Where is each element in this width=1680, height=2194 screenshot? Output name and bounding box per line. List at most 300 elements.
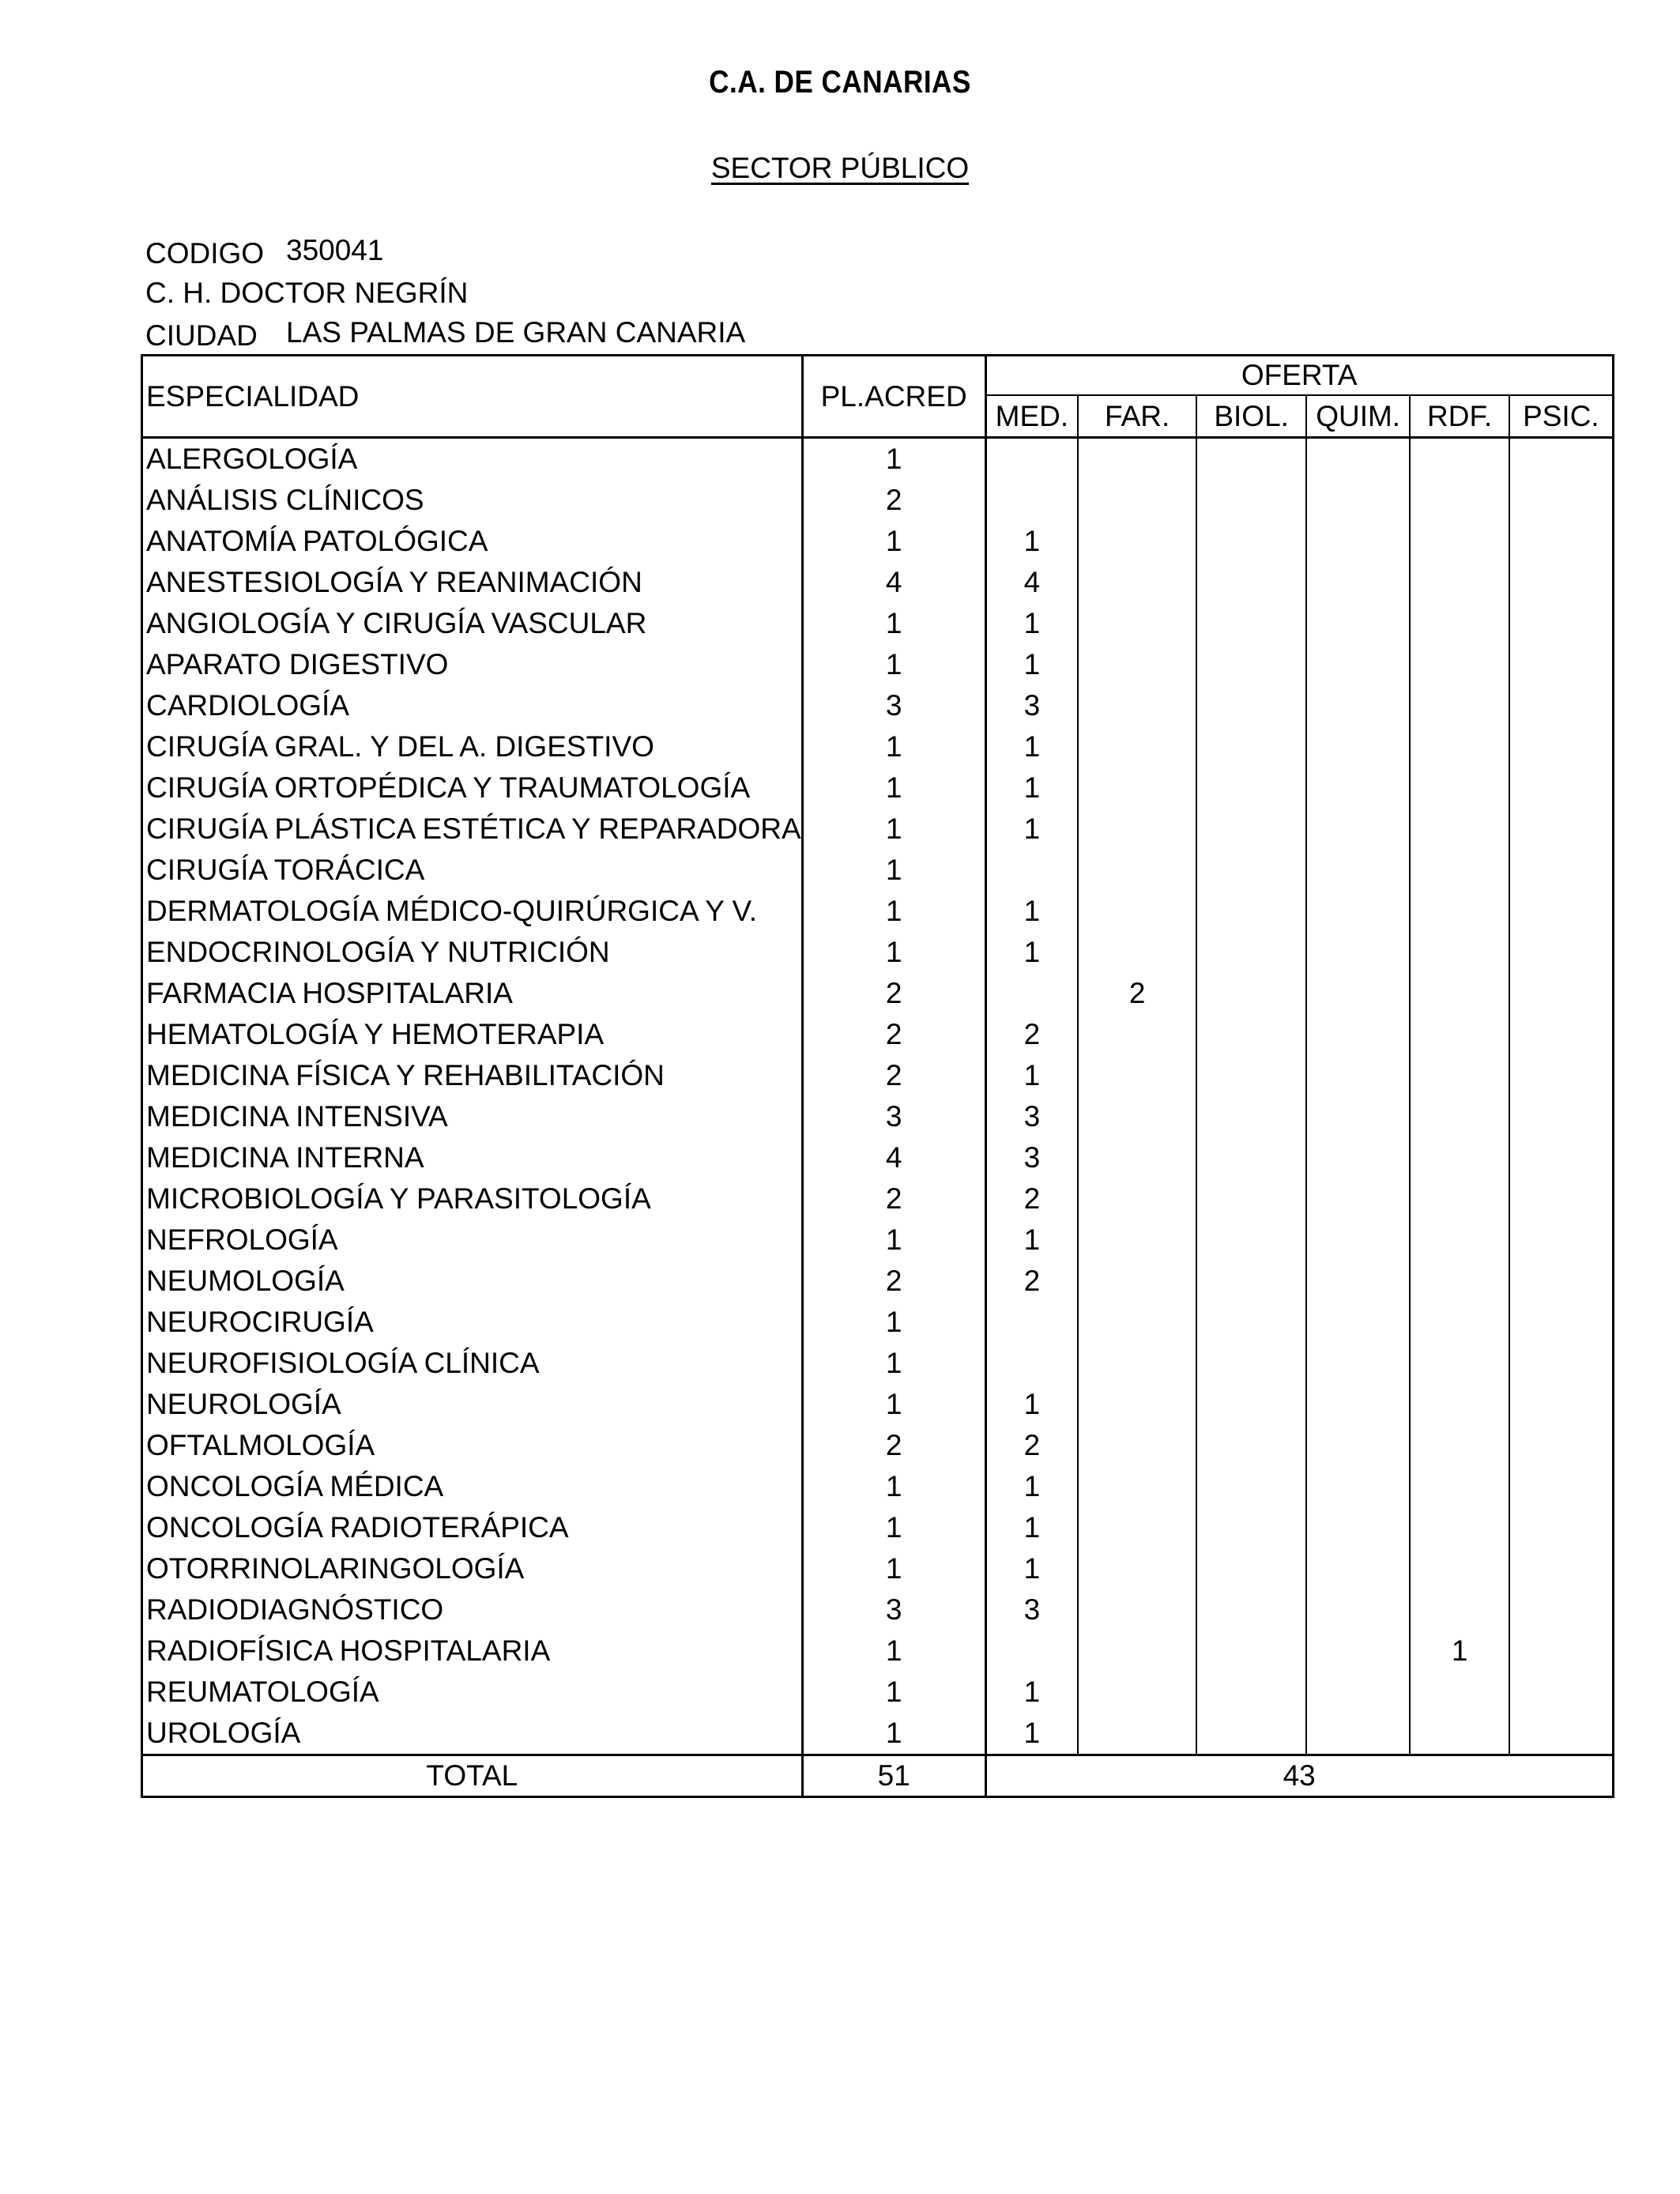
total-row xyxy=(142,1755,1614,1797)
cell-placred: 2 xyxy=(802,1178,985,1220)
table-row xyxy=(142,1014,1614,1055)
header-oferta-col: FAR. xyxy=(1078,395,1196,438)
table-row xyxy=(142,644,1614,685)
cell-oferta xyxy=(1509,1261,1613,1302)
cell-especialidad: ANÁLISIS CLÍNICOS xyxy=(142,480,803,521)
cell-oferta xyxy=(1306,562,1410,603)
cell-oferta xyxy=(1196,891,1306,932)
cell-oferta xyxy=(1078,1055,1196,1096)
table-row xyxy=(142,1220,1614,1261)
cell-oferta xyxy=(1306,1589,1410,1630)
cell-oferta xyxy=(1410,1178,1509,1220)
cell-oferta xyxy=(1509,767,1613,809)
total-placred: 51 xyxy=(802,1755,985,1797)
cell-oferta: 1 xyxy=(985,932,1078,973)
cell-especialidad: HEMATOLOGÍA Y HEMOTERAPIA xyxy=(142,1014,803,1055)
table-row xyxy=(142,1589,1614,1630)
cell-oferta xyxy=(1196,1466,1306,1507)
cell-oferta xyxy=(1196,1261,1306,1302)
cell-oferta xyxy=(1196,767,1306,809)
cell-oferta xyxy=(1509,1384,1613,1425)
cell-oferta xyxy=(1078,1220,1196,1261)
cell-oferta: 1 xyxy=(985,891,1078,932)
cell-oferta xyxy=(1306,1096,1410,1137)
cell-oferta xyxy=(1410,932,1509,973)
cell-oferta xyxy=(1078,809,1196,850)
cell-especialidad: NEUMOLOGÍA xyxy=(142,1261,803,1302)
cell-placred: 3 xyxy=(802,1589,985,1630)
cell-oferta xyxy=(1196,932,1306,973)
cell-placred: 1 xyxy=(802,1713,985,1755)
cell-oferta xyxy=(1196,850,1306,891)
cell-placred: 1 xyxy=(802,932,985,973)
cell-oferta xyxy=(1196,1302,1306,1343)
cell-oferta xyxy=(1306,685,1410,726)
cell-oferta xyxy=(1509,726,1613,767)
cell-oferta xyxy=(1410,1466,1509,1507)
cell-oferta: 1 xyxy=(985,1672,1078,1713)
cell-oferta xyxy=(1306,1302,1410,1343)
header-placred: PL.ACRED xyxy=(802,356,985,438)
table-row xyxy=(142,1713,1614,1755)
table-row xyxy=(142,850,1614,891)
ciudad-value: LAS PALMAS DE GRAN CANARIA xyxy=(286,316,746,349)
cell-placred: 2 xyxy=(802,480,985,521)
cell-oferta xyxy=(1196,1672,1306,1713)
cell-oferta xyxy=(1306,891,1410,932)
ciudad-label: CIUDAD xyxy=(145,319,258,352)
cell-oferta xyxy=(1196,480,1306,521)
cell-placred: 1 xyxy=(802,809,985,850)
cell-oferta xyxy=(1509,973,1613,1014)
cell-oferta xyxy=(1196,1384,1306,1425)
cell-oferta xyxy=(1410,438,1509,481)
cell-especialidad: DERMATOLOGÍA MÉDICO-QUIRÚRGICA Y V. xyxy=(142,891,803,932)
cell-oferta xyxy=(1078,1302,1196,1343)
cell-oferta: 1 xyxy=(1410,1630,1509,1672)
cell-oferta xyxy=(985,438,1078,481)
cell-oferta xyxy=(1306,1630,1410,1672)
cell-placred: 1 xyxy=(802,603,985,644)
cell-oferta xyxy=(1509,1630,1613,1672)
cell-especialidad: NEUROCIRUGÍA xyxy=(142,1302,803,1343)
cell-oferta xyxy=(1509,521,1613,562)
cell-placred: 4 xyxy=(802,1137,985,1178)
cell-oferta xyxy=(1196,1055,1306,1096)
cell-especialidad: ONCOLOGÍA RADIOTERÁPICA xyxy=(142,1507,803,1548)
cell-oferta xyxy=(1306,480,1410,521)
cell-oferta: 2 xyxy=(985,1261,1078,1302)
cell-especialidad: NEFROLOGÍA xyxy=(142,1220,803,1261)
cell-oferta xyxy=(1306,1507,1410,1548)
cell-oferta xyxy=(1509,1548,1613,1589)
cell-oferta xyxy=(1410,1302,1509,1343)
cell-oferta xyxy=(1509,850,1613,891)
cell-oferta xyxy=(1306,1466,1410,1507)
cell-oferta xyxy=(1078,1713,1196,1755)
cell-oferta xyxy=(1410,1672,1509,1713)
cell-oferta xyxy=(1306,1178,1410,1220)
cell-placred: 2 xyxy=(802,1014,985,1055)
cell-placred: 1 xyxy=(802,1302,985,1343)
cell-especialidad: RADIOFÍSICA HOSPITALARIA xyxy=(142,1630,803,1672)
cell-placred: 1 xyxy=(802,644,985,685)
cell-oferta xyxy=(1509,1096,1613,1137)
cell-placred: 3 xyxy=(802,1096,985,1137)
cell-oferta xyxy=(1196,1014,1306,1055)
cell-oferta xyxy=(1410,1014,1509,1055)
cell-oferta xyxy=(1078,1343,1196,1384)
cell-oferta xyxy=(1410,480,1509,521)
table-row xyxy=(142,891,1614,932)
cell-oferta xyxy=(1509,685,1613,726)
cell-oferta xyxy=(1196,1343,1306,1384)
cell-oferta xyxy=(1196,603,1306,644)
cell-oferta xyxy=(1509,562,1613,603)
cell-placred: 1 xyxy=(802,1630,985,1672)
cell-oferta: 1 xyxy=(985,809,1078,850)
cell-oferta xyxy=(1078,1014,1196,1055)
cell-oferta xyxy=(1078,521,1196,562)
cell-oferta: 1 xyxy=(985,1507,1078,1548)
cell-oferta xyxy=(1306,438,1410,481)
cell-especialidad: NEUROLOGÍA xyxy=(142,1384,803,1425)
table-row xyxy=(142,562,1614,603)
cell-oferta xyxy=(1306,644,1410,685)
table-row xyxy=(142,480,1614,521)
cell-oferta xyxy=(1078,1466,1196,1507)
cell-oferta xyxy=(1078,1384,1196,1425)
cell-oferta xyxy=(1509,1137,1613,1178)
cell-especialidad: CARDIOLOGÍA xyxy=(142,685,803,726)
cell-oferta xyxy=(1078,767,1196,809)
cell-oferta xyxy=(1410,1055,1509,1096)
cell-oferta xyxy=(1410,809,1509,850)
cell-oferta xyxy=(1306,1261,1410,1302)
codigo-value: 350041 xyxy=(286,234,384,266)
cell-oferta: 2 xyxy=(985,1178,1078,1220)
table-row xyxy=(142,809,1614,850)
table-row xyxy=(142,1261,1614,1302)
table-row xyxy=(142,1096,1614,1137)
table-row xyxy=(142,973,1614,1014)
cell-oferta xyxy=(1078,480,1196,521)
centro-name: C. H. DOCTOR NEGRÍN xyxy=(145,277,469,309)
cell-oferta xyxy=(1196,809,1306,850)
cell-oferta xyxy=(1078,1425,1196,1466)
cell-oferta: 3 xyxy=(985,1096,1078,1137)
cell-oferta xyxy=(1196,1096,1306,1137)
page-title: C.A. DE CANARIAS xyxy=(709,65,971,100)
table-row xyxy=(142,1137,1614,1178)
cell-oferta xyxy=(1410,1261,1509,1302)
header-oferta: OFERTA xyxy=(985,356,1613,396)
cell-oferta xyxy=(1410,726,1509,767)
cell-placred: 2 xyxy=(802,1261,985,1302)
table-row xyxy=(142,1630,1614,1672)
cell-oferta xyxy=(1196,1713,1306,1755)
cell-placred: 1 xyxy=(802,850,985,891)
cell-oferta xyxy=(1078,1630,1196,1672)
cell-placred: 1 xyxy=(802,767,985,809)
cell-especialidad: RADIODIAGNÓSTICO xyxy=(142,1589,803,1630)
header-oferta-col: RDF. xyxy=(1410,395,1509,438)
cell-oferta xyxy=(1196,685,1306,726)
cell-oferta xyxy=(1509,891,1613,932)
cell-placred: 2 xyxy=(802,1055,985,1096)
cell-oferta xyxy=(1306,1548,1410,1589)
table-row xyxy=(142,603,1614,644)
cell-oferta xyxy=(1196,1178,1306,1220)
cell-especialidad: ONCOLOGÍA MÉDICA xyxy=(142,1466,803,1507)
cell-especialidad: CIRUGÍA TORÁCICA xyxy=(142,850,803,891)
cell-especialidad: ANGIOLOGÍA Y CIRUGÍA VASCULAR xyxy=(142,603,803,644)
cell-oferta xyxy=(1196,726,1306,767)
cell-oferta xyxy=(1410,521,1509,562)
cell-oferta xyxy=(1196,438,1306,481)
cell-oferta xyxy=(1196,1137,1306,1178)
cell-oferta xyxy=(985,480,1078,521)
table-row xyxy=(142,1178,1614,1220)
table-row xyxy=(142,767,1614,809)
cell-oferta: 3 xyxy=(985,1137,1078,1178)
cell-especialidad: ANATOMÍA PATOLÓGICA xyxy=(142,521,803,562)
cell-oferta xyxy=(1509,1178,1613,1220)
cell-oferta xyxy=(1306,850,1410,891)
cell-oferta xyxy=(985,973,1078,1014)
cell-especialidad: ENDOCRINOLOGÍA Y NUTRICIÓN xyxy=(142,932,803,973)
cell-oferta xyxy=(1509,644,1613,685)
codigo-label: CODIGO xyxy=(145,237,265,270)
subtitle-text: SECTOR PÚBLICO xyxy=(710,152,970,184)
cell-especialidad: NEUROFISIOLOGÍA CLÍNICA xyxy=(142,1343,803,1384)
table-body xyxy=(142,438,1614,1755)
cell-oferta xyxy=(1410,603,1509,644)
cell-oferta: 1 xyxy=(985,1384,1078,1425)
cell-oferta xyxy=(1078,562,1196,603)
cell-oferta xyxy=(1306,1014,1410,1055)
cell-especialidad: MEDICINA INTENSIVA xyxy=(142,1096,803,1137)
cell-oferta xyxy=(1196,1630,1306,1672)
cell-oferta xyxy=(1509,1466,1613,1507)
cell-oferta xyxy=(1306,726,1410,767)
cell-oferta xyxy=(1078,1548,1196,1589)
cell-oferta xyxy=(1509,932,1613,973)
cell-oferta xyxy=(1306,767,1410,809)
cell-oferta xyxy=(985,1343,1078,1384)
cell-oferta xyxy=(1196,973,1306,1014)
cell-placred: 1 xyxy=(802,1548,985,1589)
table-row xyxy=(142,1672,1614,1713)
cell-placred: 1 xyxy=(802,438,985,481)
cell-oferta: 1 xyxy=(985,1713,1078,1755)
cell-placred: 1 xyxy=(802,1384,985,1425)
header-oferta-col: PSIC. xyxy=(1509,395,1613,438)
cell-oferta: 2 xyxy=(985,1425,1078,1466)
cell-oferta xyxy=(1410,891,1509,932)
cell-especialidad: MEDICINA INTERNA xyxy=(142,1137,803,1178)
cell-oferta xyxy=(985,1302,1078,1343)
cell-oferta xyxy=(1196,1220,1306,1261)
cell-oferta xyxy=(985,1630,1078,1672)
cell-especialidad: ALERGOLOGÍA xyxy=(142,438,803,481)
table-row xyxy=(142,932,1614,973)
cell-oferta xyxy=(1306,809,1410,850)
cell-oferta xyxy=(1410,850,1509,891)
cell-oferta xyxy=(1509,1302,1613,1343)
header-oferta-col: BIOL. xyxy=(1196,395,1306,438)
cell-oferta xyxy=(1509,809,1613,850)
cell-oferta xyxy=(1078,1672,1196,1713)
header-especialidad: ESPECIALIDAD xyxy=(142,356,803,438)
cell-placred: 3 xyxy=(802,685,985,726)
cell-oferta xyxy=(1410,1137,1509,1178)
cell-placred: 2 xyxy=(802,973,985,1014)
cell-placred: 4 xyxy=(802,562,985,603)
cell-oferta xyxy=(1410,1343,1509,1384)
cell-oferta xyxy=(1410,767,1509,809)
cell-oferta xyxy=(1306,932,1410,973)
cell-especialidad: CIRUGÍA ORTOPÉDICA Y TRAUMATOLOGÍA xyxy=(142,767,803,809)
especialidades-table xyxy=(141,354,1614,1798)
cell-oferta: 1 xyxy=(985,521,1078,562)
table-row xyxy=(142,1343,1614,1384)
cell-oferta xyxy=(1410,1384,1509,1425)
cell-especialidad: CIRUGÍA PLÁSTICA ESTÉTICA Y REPARADORA xyxy=(142,809,803,850)
table-row xyxy=(142,1055,1614,1096)
table-row xyxy=(142,438,1614,481)
table-row xyxy=(142,1466,1614,1507)
cell-especialidad: MICROBIOLOGÍA Y PARASITOLOGÍA xyxy=(142,1178,803,1220)
cell-especialidad: ANESTESIOLOGÍA Y REANIMACIÓN xyxy=(142,562,803,603)
cell-especialidad: OTORRINOLARINGOLOGÍA xyxy=(142,1548,803,1589)
cell-oferta xyxy=(1306,973,1410,1014)
cell-oferta xyxy=(1306,1343,1410,1384)
cell-especialidad: APARATO DIGESTIVO xyxy=(142,644,803,685)
cell-oferta: 2 xyxy=(985,1014,1078,1055)
cell-oferta xyxy=(1078,1137,1196,1178)
header-oferta-col: QUIM. xyxy=(1306,395,1410,438)
cell-oferta: 1 xyxy=(985,1466,1078,1507)
cell-oferta xyxy=(1410,562,1509,603)
cell-oferta xyxy=(1196,1507,1306,1548)
cell-oferta xyxy=(1078,1507,1196,1548)
cell-oferta xyxy=(1078,726,1196,767)
table-header xyxy=(142,356,1614,438)
cell-oferta xyxy=(1410,1425,1509,1466)
cell-oferta xyxy=(1509,480,1613,521)
table-footer xyxy=(142,1755,1614,1797)
cell-oferta xyxy=(1509,1713,1613,1755)
cell-oferta xyxy=(1306,1713,1410,1755)
cell-oferta: 3 xyxy=(985,1589,1078,1630)
cell-oferta xyxy=(1410,1096,1509,1137)
cell-placred: 1 xyxy=(802,521,985,562)
cell-oferta xyxy=(1078,603,1196,644)
table-row xyxy=(142,1302,1614,1343)
cell-oferta xyxy=(1410,973,1509,1014)
table-row xyxy=(142,1548,1614,1589)
cell-oferta xyxy=(1509,1589,1613,1630)
cell-oferta xyxy=(1509,438,1613,481)
cell-especialidad: CIRUGÍA GRAL. Y DEL A. DIGESTIVO xyxy=(142,726,803,767)
cell-oferta xyxy=(1306,1384,1410,1425)
cell-oferta: 1 xyxy=(985,1055,1078,1096)
cell-oferta xyxy=(1078,1261,1196,1302)
table-row xyxy=(142,521,1614,562)
cell-oferta xyxy=(1078,1178,1196,1220)
cell-oferta xyxy=(1410,685,1509,726)
cell-oferta: 1 xyxy=(985,644,1078,685)
cell-placred: 1 xyxy=(802,1466,985,1507)
cell-oferta xyxy=(1306,521,1410,562)
cell-oferta xyxy=(1410,1507,1509,1548)
header-oferta-col: MED. xyxy=(985,395,1078,438)
cell-oferta xyxy=(1410,1220,1509,1261)
cell-oferta xyxy=(1078,932,1196,973)
cell-oferta xyxy=(1410,1548,1509,1589)
cell-especialidad: MEDICINA FÍSICA Y REHABILITACIÓN xyxy=(142,1055,803,1096)
cell-oferta xyxy=(1509,1014,1613,1055)
table-row xyxy=(142,685,1614,726)
cell-oferta: 4 xyxy=(985,562,1078,603)
cell-oferta xyxy=(1509,1055,1613,1096)
table-row xyxy=(142,1507,1614,1548)
cell-placred: 2 xyxy=(802,1425,985,1466)
cell-oferta: 1 xyxy=(985,767,1078,809)
page-subtitle xyxy=(0,152,1680,185)
cell-oferta xyxy=(1410,644,1509,685)
cell-oferta xyxy=(1306,603,1410,644)
cell-oferta xyxy=(1078,685,1196,726)
cell-placred: 1 xyxy=(802,1507,985,1548)
cell-oferta xyxy=(1196,521,1306,562)
cell-especialidad: UROLOGÍA xyxy=(142,1713,803,1755)
cell-oferta: 2 xyxy=(1078,973,1196,1014)
cell-oferta xyxy=(1509,1220,1613,1261)
cell-especialidad: REUMATOLOGÍA xyxy=(142,1672,803,1713)
cell-oferta xyxy=(1078,644,1196,685)
cell-oferta: 1 xyxy=(985,1548,1078,1589)
cell-oferta xyxy=(1410,1713,1509,1755)
cell-oferta xyxy=(1509,1672,1613,1713)
cell-oferta xyxy=(1509,1343,1613,1384)
cell-oferta xyxy=(985,850,1078,891)
table-row xyxy=(142,1425,1614,1466)
table-row xyxy=(142,726,1614,767)
cell-oferta xyxy=(1078,1589,1196,1630)
cell-oferta xyxy=(1196,562,1306,603)
cell-placred: 1 xyxy=(802,1220,985,1261)
cell-oferta: 3 xyxy=(985,685,1078,726)
cell-placred: 1 xyxy=(802,1343,985,1384)
cell-oferta xyxy=(1509,603,1613,644)
cell-oferta: 1 xyxy=(985,1220,1078,1261)
cell-oferta: 1 xyxy=(985,603,1078,644)
cell-oferta xyxy=(1306,1220,1410,1261)
cell-oferta xyxy=(1306,1672,1410,1713)
cell-placred: 1 xyxy=(802,726,985,767)
cell-oferta xyxy=(1078,1096,1196,1137)
cell-oferta xyxy=(1078,438,1196,481)
cell-oferta xyxy=(1078,891,1196,932)
total-oferta: 43 xyxy=(985,1755,1613,1797)
cell-oferta xyxy=(1509,1425,1613,1466)
cell-oferta xyxy=(1306,1425,1410,1466)
cell-oferta xyxy=(1306,1137,1410,1178)
table-row xyxy=(142,1384,1614,1425)
total-label: TOTAL xyxy=(142,1755,803,1797)
